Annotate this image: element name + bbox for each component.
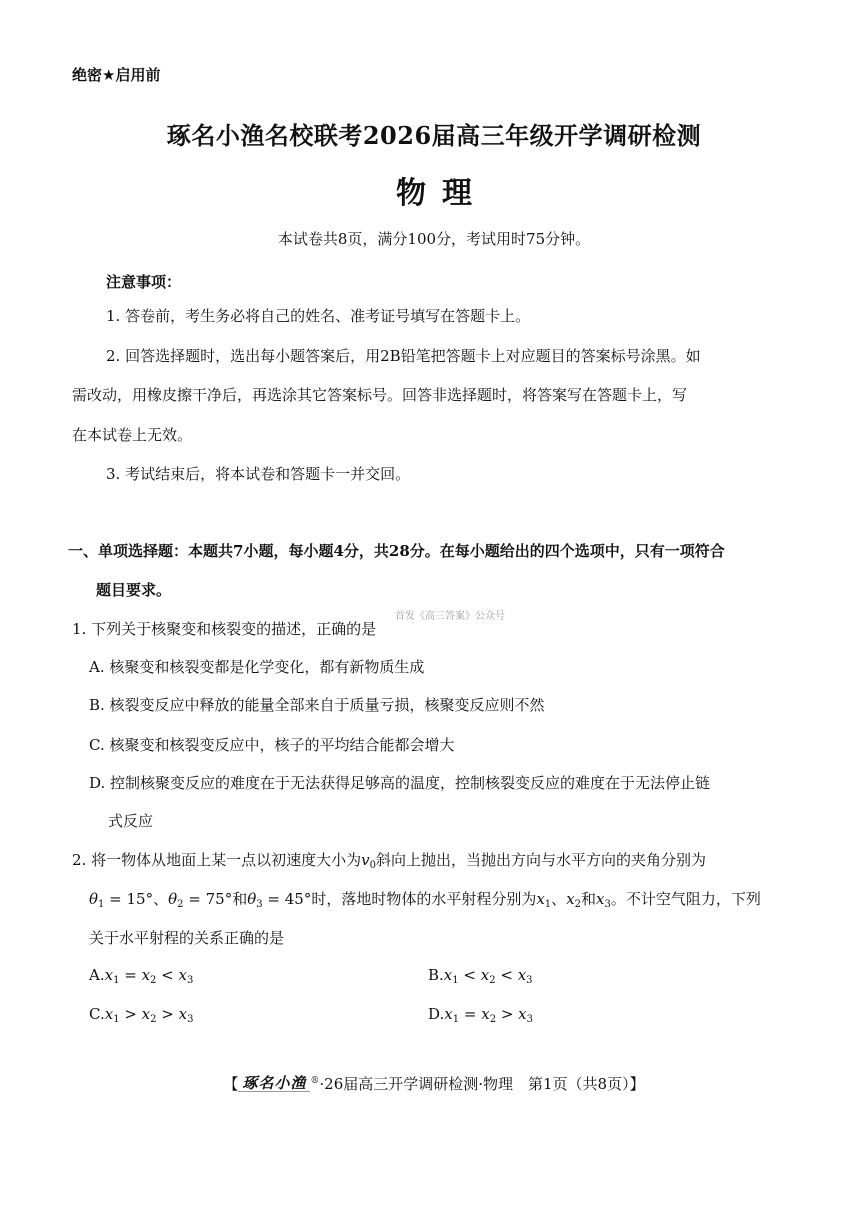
exam-title: 琢名小渔名校联考2026届高三年级开学调研检测 <box>166 121 702 150</box>
q2-option-d <box>428 1005 533 1025</box>
q2-x: x <box>536 890 545 908</box>
note-item-3: 3. 考试结束后，将本试卷和答题卡一并交回。 <box>106 465 411 483</box>
q2-x: x <box>104 966 114 984</box>
watermark: 首发《高三答案》公众号 <box>395 611 505 622</box>
operator: > <box>156 1005 179 1023</box>
q2-text: = 15°、 <box>104 890 169 908</box>
q2-x: x <box>141 1005 151 1023</box>
q2-sub: 3 <box>604 899 611 910</box>
q2-option-a <box>89 966 193 986</box>
q2-sub: 3 <box>186 975 194 986</box>
q2-x: x <box>444 1005 453 1023</box>
section-heading-cont: 题目要求。 <box>96 581 172 599</box>
footer-bracket-close: 】 <box>629 1075 645 1093</box>
registered-mark: ® <box>310 1076 320 1086</box>
q2-stem-line2 <box>89 888 761 910</box>
q2-sub: 2 <box>574 899 582 910</box>
q2-sub: 2 <box>177 899 184 910</box>
q2-x: x <box>566 890 575 908</box>
exam-info: 本试卷共8页，满分100分，考试用时75分钟。 <box>277 230 591 248</box>
q2-sub: 1 <box>544 899 552 910</box>
q2-v0-sub: 0 <box>369 860 376 871</box>
q2-x: x <box>178 1005 188 1023</box>
q2-x: x <box>480 966 490 984</box>
q2-theta: θ <box>247 890 257 908</box>
footer-text: ·26届高三开学调研检测·物理 第1页（共8页） <box>319 1075 630 1093</box>
q2-sub: 2 <box>489 975 496 986</box>
q2-text: 2. 将一物体从地面上某一点以初速度大小为 <box>72 851 362 869</box>
operator: = <box>119 966 142 984</box>
q2-text: 斜向上抛出，当抛出方向与水平方向的夹角分别为 <box>375 851 706 869</box>
q2-x: x <box>443 966 453 984</box>
option-label: B. <box>428 966 444 984</box>
option-label: D. <box>428 1005 445 1023</box>
notes-heading: 注意事项： <box>106 273 182 291</box>
note-item-2: 2. 回答选择题时，选出每小题答案后，用2B铅笔把答题卡上对应题目的答案标号涂黑。如 <box>106 347 701 365</box>
q2-sub: 3 <box>187 1014 194 1025</box>
operator: > <box>496 1005 519 1023</box>
q2-x: x <box>178 966 187 984</box>
q2-v0: v <box>361 851 370 869</box>
q2-sub: 2 <box>150 975 157 986</box>
q2-x: x <box>518 1005 527 1023</box>
q2-text: = 45°时，落地时物体的水平射程分别为 <box>262 890 537 908</box>
q2-text: 。不计空气阻力，下列 <box>610 890 761 908</box>
q2-x: x <box>141 966 151 984</box>
q2-sub: 2 <box>150 1014 157 1025</box>
note-item-1: 1. 答卷前，考生务必将自己的姓名、准考证号填写在答题卡上。 <box>106 307 531 325</box>
operator: < <box>156 966 179 984</box>
section-heading: 一、单项选择题：本题共7小题，每小题4分，共28分。在每小题给出的四个选项中，只有一项符合 <box>68 542 725 560</box>
operator: > <box>119 1005 142 1023</box>
subject-title: 物理 <box>396 176 488 211</box>
q2-sub: 3 <box>526 975 533 986</box>
q2-option-c <box>89 1005 193 1025</box>
page-footer <box>0 1073 868 1094</box>
q2-sub: 1 <box>113 975 120 986</box>
q2-sub: 1 <box>113 1014 120 1025</box>
note-item-2-cont: 需改动，用橡皮擦干净后，再选涂其它答案标号。回答非选择题时，将答案写在答题卡上，写 <box>72 386 688 404</box>
option-label: A. <box>89 966 105 984</box>
q2-text: 、 <box>551 890 567 908</box>
q1-option-c: C. 核聚变和核裂变反应中，核子的平均结合能都会增大 <box>89 736 455 754</box>
q2-sub: 3 <box>526 1014 534 1025</box>
q2-stem-line1 <box>72 849 706 871</box>
q2-sub: 1 <box>98 899 105 910</box>
q2-x: x <box>481 1005 490 1023</box>
q1-stem: 1. 下列关于核聚变和核裂变的描述，正确的是 <box>72 620 377 638</box>
q2-sub: 3 <box>256 899 263 910</box>
operator: = <box>459 1005 482 1023</box>
q2-sub: 1 <box>452 975 459 986</box>
q2-sub: 1 <box>452 1014 460 1025</box>
q2-text: 和 <box>581 890 597 908</box>
q2-text: = 75°和 <box>183 890 248 908</box>
q2-theta: θ <box>168 890 178 908</box>
operator: < <box>458 966 481 984</box>
note-item-2-end: 在本试卷上无效。 <box>72 426 193 444</box>
confidential-mark: 绝密★启用前 <box>72 66 161 84</box>
q1-option-b: B. 核裂变反应中释放的能量全部来自于质量亏损，核聚变反应则不然 <box>89 696 545 714</box>
option-label: C. <box>89 1005 105 1023</box>
q2-x: x <box>517 966 527 984</box>
q2-stem-line3: 关于水平射程的关系正确的是 <box>89 929 285 947</box>
q1-option-d-cont: 式反应 <box>108 812 154 830</box>
footer-bracket-open: 【 <box>223 1075 239 1093</box>
brand-logo: 琢名小渔 <box>238 1075 310 1092</box>
q2-sub: 2 <box>489 1014 497 1025</box>
q2-x: x <box>104 1005 114 1023</box>
q1-option-a: A. 核聚变和核裂变都是化学变化，都有新物质生成 <box>89 658 425 676</box>
q1-option-d: D. 控制核聚变反应的难度在于无法获得足够高的温度，控制核裂变反应的难度在于无法停止链 <box>89 774 711 792</box>
q2-option-b <box>428 966 533 986</box>
operator: < <box>495 966 518 984</box>
q2-theta: θ <box>89 890 99 908</box>
q2-x: x <box>596 890 605 908</box>
